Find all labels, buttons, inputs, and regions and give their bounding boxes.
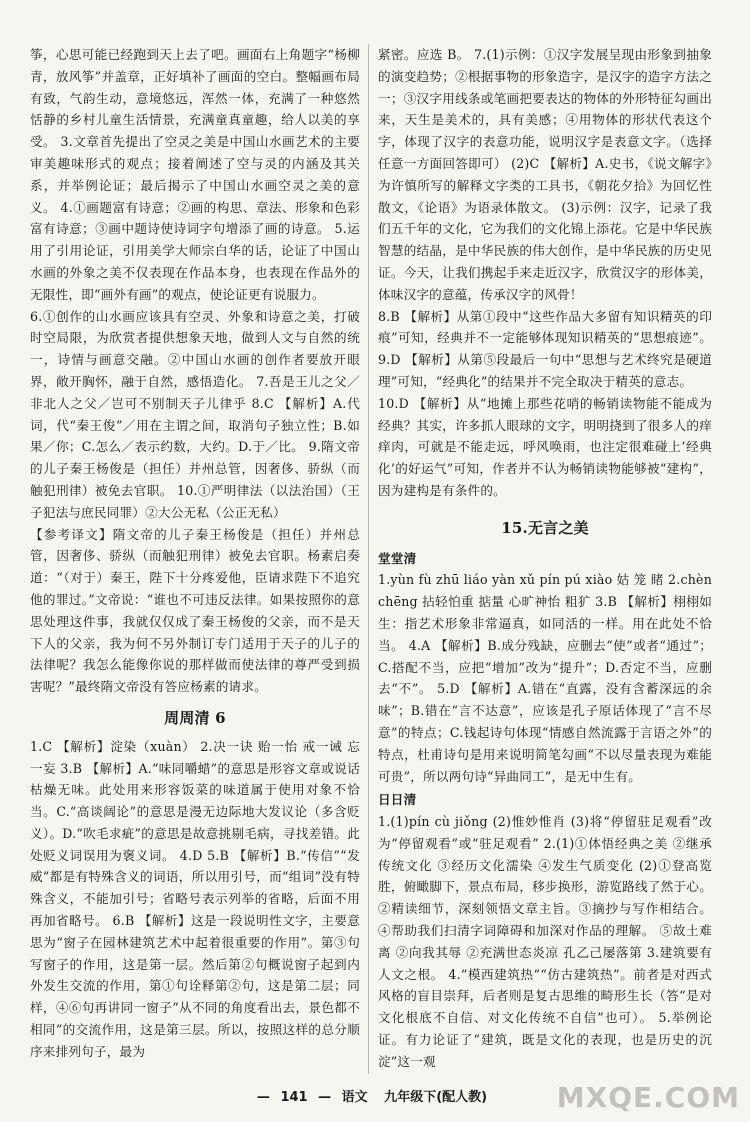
right-column	[378, 44, 712, 1073]
subheading-ririqing: 日日清	[378, 792, 417, 808]
answer-paragraph-6: 6.①创作的山水画应该具有空灵、外象和诗意之美，打破时空局限，为欣赏者提供想象天地，做到人文与自然的统一，诗情与画意交融。②中国山水画的创作者要放开眼界，敞开胸怀，融于自然，感悟造化。 7.吾是王儿之父／非北人之父／岂可不别制天子儿律乎 8.C 【解析】A.代词，代“秦王俊”／用在主谓之间，取消句子独立性；B.如果／你；C.怎么／表示约数，大约。D.于／比。 9.隋文帝的儿子秦王杨俊是（担任）并州总管，因奢侈、骄纵（而触犯刑律）被免去官职。 10.①严明律法（以法治国）（王子犯法与庶民同罪）②大公无私（公正无私）	[30, 308, 360, 520]
column-divider	[368, 44, 369, 1074]
answer-paragraph-10: 10.D 【解析】从“地摊上那些花哨的畅销读物能不能成为经典？其实，许多抓人眼球的文字，明明挠到了很多人的痒痒肉，可就是不能走远，呼风唤雨，也注定很难碰上‘经典化’的好运气”可知，作者并不认为畅销读物能够被“建构”，因为建构是有条件的。	[378, 395, 712, 498]
week-answers-paragraph: 1.C 【解析】淀染（xuàn） 2.决一诀 贻一怡 戒一诫 忘一妄 3.B 【解析】A.“味同嚼蜡”的意思是形容文章或说话枯燥无味。此处用来形容饭菜的味道属于使用对象不恰当。C.“高谈阔论”的意思是漫无边际地大发议论（多含贬义）。D.“吹毛求疵”的意思是故意挑剔毛病，寻找差错。此处贬义词误用为褒义词。 4.D 5.B 【解析】B.“传信”“发威”都是有特殊含义的词语，所以用引号，而“组词”没有特殊含义，不能加引号；省略号表示列举的省略，后面不用再加省略号。 6.B 【解析】这是一段说明性文字，主要意思为“窗子在园林建筑艺术中起着很重要的作用”。第③句写窗子的作用，这是第一层。然后第②句概说窗子起到内外发生交流的作用，第①句诠释第②句，这是第二层；同样，④⑥句再讲同一窗子“从不同的角度看出去，景色都不相同”的交流作用，这是第三层。所以，按照这样的总分顺序来排列句子，最为	[30, 738, 360, 1059]
footer-grade: 九年级下(配人教)	[384, 1090, 488, 1105]
subheading-tangtangqing: 堂堂清	[378, 550, 417, 566]
answer-paragraph-8-9: 8.B 【解析】从第①段中“这些作品大多留有知识精英的印痕”可知，经典并不一定能够体现知识精英的“思想痕迹”。 9.D 【解析】从第⑤段最后一句中“思想与艺术终究是硬道理”可知，“经典化”的结果并不完全取决于精英的意志。	[378, 308, 712, 389]
left-column	[30, 44, 360, 1063]
tangtangqing-answers: 1.yùn fù zhū liáo yàn xǔ pín pú xiào 姑 笼 睹 2.chèn chēng 拈轻怕重 掂量 心旷神怡 粗犷 3.B 【解析】栩栩如生：指艺术形象非常逼真，如同活的一样。用在此处不恰当。 4.A 【解析】B.成分残缺，应删去“使”或者“通过”；C.搭配不当，应把“增加”改为“提升”；D.否定不当，应删去“不”。 5.D 【解析】A.错在“直露，没有含蓄深远的余味”；B.错在“言不达意”，应该是孔子原话体现了“言不尽意”的特点；C.钱起诗句体现“情感自然流露于言语之外”的特点，杜甫诗句是用来说明简笔勾画“不以尽量表现为难能可贵”，所以两句诗“异曲同工”，是无中生有。	[378, 572, 712, 784]
answer-paragraph-7: 紧密。应选 B。 7.(1)示例：①汉字发展呈现由形象到抽象的演变趋势；②根据事物的形象造字，是汉字的造字方法之一；③汉字用线条或笔画把要表达的物体的外形特征勾画出来，天生是美术的，具有美感；④用物体的形状代表这个字，体现了汉字的表意功能，说明汉字是表意文字。（选择任意一方面回答即可） (2)C 【解析】A.史书，《说文解字》为许慎所写的解释文字类的工具书，《朝花夕拾》为回忆性散文，《论语》为语录体散文。 (3)示例：汉字，记录了我们五千年的文化，它为我们的文化锦上添花。它是中华民族智慧的结晶，是中华民族的伟大创作，是中华民族的历史见证。今天，让我们携起手来走近汉字，欣赏汉字的形体美，体味汉字的意蕴，传承汉字的风骨！	[378, 47, 712, 302]
answer-paragraph-intro: 筝，心思可能已经跑到天上去了吧。画面右上角题字“杨柳青，放风筝”并盖章，正好填补了画面的空白。整幅画布局有致，气韵生动，意境悠远，浑然一体，充满了一种悠然恬静的乡村儿童生活情景，充满童真童趣，给人以美的享受。 3.文章首先提出了空灵之美是中国山水画艺术的主要审美趣味形式的观点；接着阐述了空与灵的内涵及其关系，并举例论证；最后揭示了中国山水画空灵之美的意义。 4.①画题富有诗意；②画的构思、章法、形象和色彩富有诗意；③画中题诗使诗词字句增添了画的诗意。 5.运用了引用论证，引用美学大师宗白华的话，论证了中国山水画的外象之美不仅表现在作品本身，也表现在作品外的无限性，即“画外有画”的观点，使论证更有说服力。	[30, 47, 360, 302]
section-title-week-6: 周周清 6	[164, 708, 226, 727]
site-watermark: MXQE.COM	[556, 1081, 740, 1114]
section-title-lesson-15: 15.无言之美	[501, 518, 589, 537]
page-number: 141	[280, 1090, 308, 1105]
footer-subject: 语文	[341, 1090, 368, 1105]
reference-translation: 【参考译文】隋文帝的儿子秦王杨俊是（担任）并州总管，因奢侈、骄纵（而触犯刑律）被免去官职。杨素启奏道：“（对于）秦王，陛下十分疼爱他，臣请求陛下不追究他的罪过。”文帝说：“谁也不可违反法律。如果按照你的意思处理这件事，我就仅仅成了秦王杨俊的父亲，而不是天下人的父亲，我为何不另外制订专门适用于天子的儿子的法律呢？我怎么能像你说的那样做而使法律的尊严受到损害呢？”最终隋文帝没有答应杨素的请求。	[30, 526, 360, 695]
ririqing-answers: 1.(1)pín cù jiǒng (2)惟妙惟肖 (3)将“停留驻足观看”改为“停留观看”或“驻足观看” 2.(1)①体悟经典之美 ②继承传统文化 ③经历文化濡染 ④发生气质变化 (2)①登高览胜，俯瞰脚下，景点布局，移步换形，游览路线了然于心。②精读细节，深刻领悟文章主旨。③摘抄与写作相结合。 ④帮助我们扫清字词障碍和加深对作品的理解。 ⑤故土难离 ②向我其辱 ②充满世态炎凉 孔乙己屡落第 3.建筑要有人文之根。 4.“模西建筑热”“仿古建筑热”。前者是对西式风格的盲目崇拜，后者则是复古思维的畸形生长（答“是对文化根底不自信、对文化传统不自信”也可）。 5.举例论证。有力论证了“建筑，既是文化的表现，也是历史的沉淀”这一观	[378, 814, 712, 1069]
page-footer: — 141 — 语文 九年级下(配人教)	[256, 1090, 488, 1105]
